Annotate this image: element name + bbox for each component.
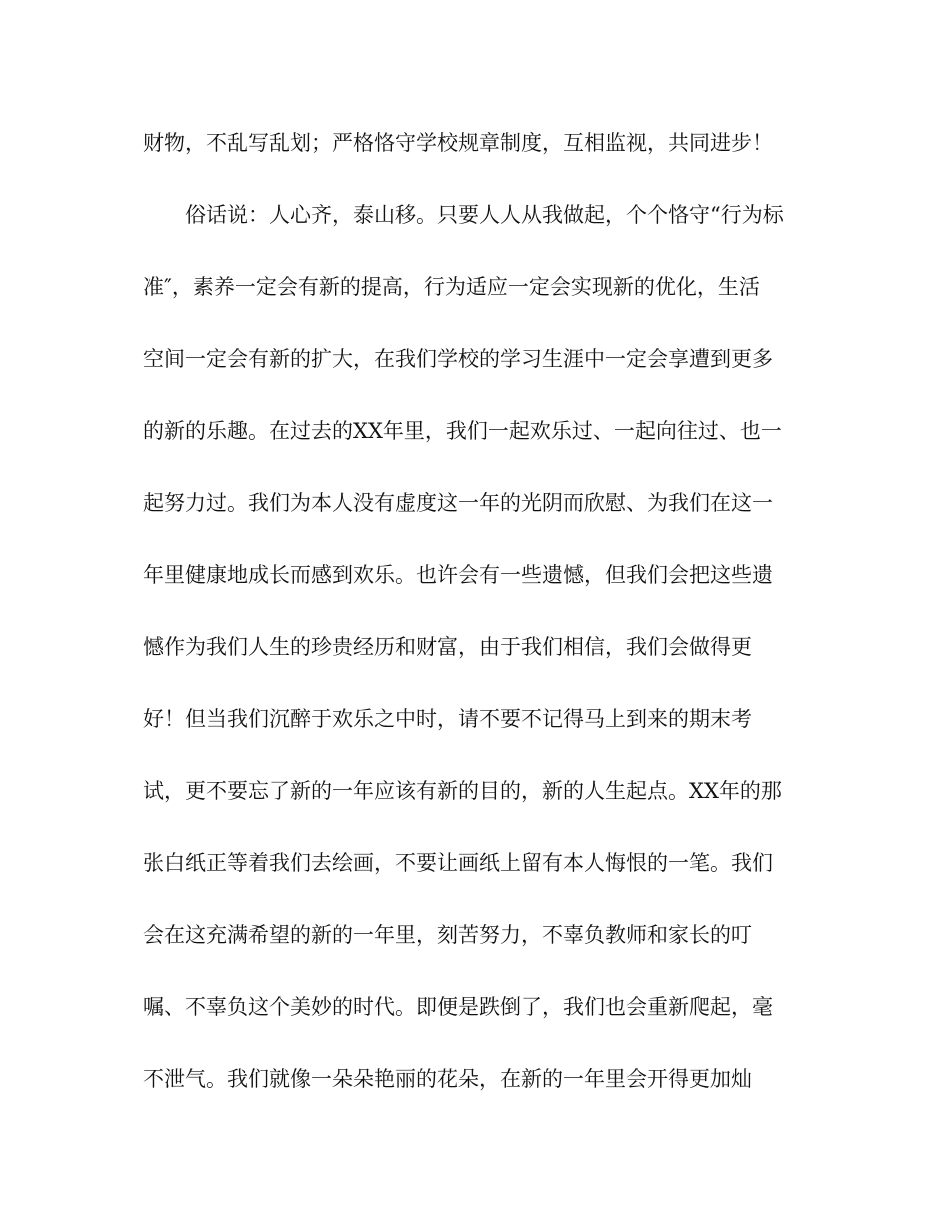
text-line: 试，更不要忘了新的一年应该有新的目的，新的人生起点。XX年的那 [143, 779, 782, 803]
text-line: 张白纸正等着我们去绘画，不要让画纸上留有本人悔恨的一笔。我们 [143, 851, 773, 875]
text-line: 会在这充满希望的新的一年里，刻苦努力，不辜负教师和家长的叮 [143, 923, 752, 947]
text-line: 年里健康地成长而感到欢乐。也许会有一些遗憾，但我们会把这些遗 [143, 563, 773, 587]
text-line: 的新的乐趣。在过去的XX年里，我们一起欢乐过、一起向往过、也一 [143, 419, 782, 443]
text-line: 起努力过。我们为本人没有虚度这一年的光阴而欣慰、为我们在这一 [143, 491, 773, 515]
text-line: 憾作为我们人生的珍贵经历和财富，由于我们相信，我们会做得更 [143, 635, 752, 659]
text-line: 俗话说：人心齐，泰山移。只要人人从我做起，个个恪守“行为标 [143, 203, 784, 227]
text-line: 好！但当我们沉醉于欢乐之中时，请不要不记得马上到来的期末考 [143, 707, 752, 731]
text-line: 不泄气。我们就像一朵朵艳丽的花朵，在新的一年里会开得更加灿 [143, 1067, 752, 1091]
text-line: 空间一定会有新的扩大，在我们学校的学习生涯中一定会享遭到更多 [143, 347, 773, 371]
text-line: 准″，素养一定会有新的提高，行为适应一定会实现新的优化，生活 [143, 275, 760, 299]
text-line: 嘱、不辜负这个美妙的时代。即便是跌倒了，我们也会重新爬起，毫 [143, 995, 773, 1019]
text-line: 财物，不乱写乱划；严格恪守学校规章制度，互相监视，共同进步！ [143, 131, 773, 155]
